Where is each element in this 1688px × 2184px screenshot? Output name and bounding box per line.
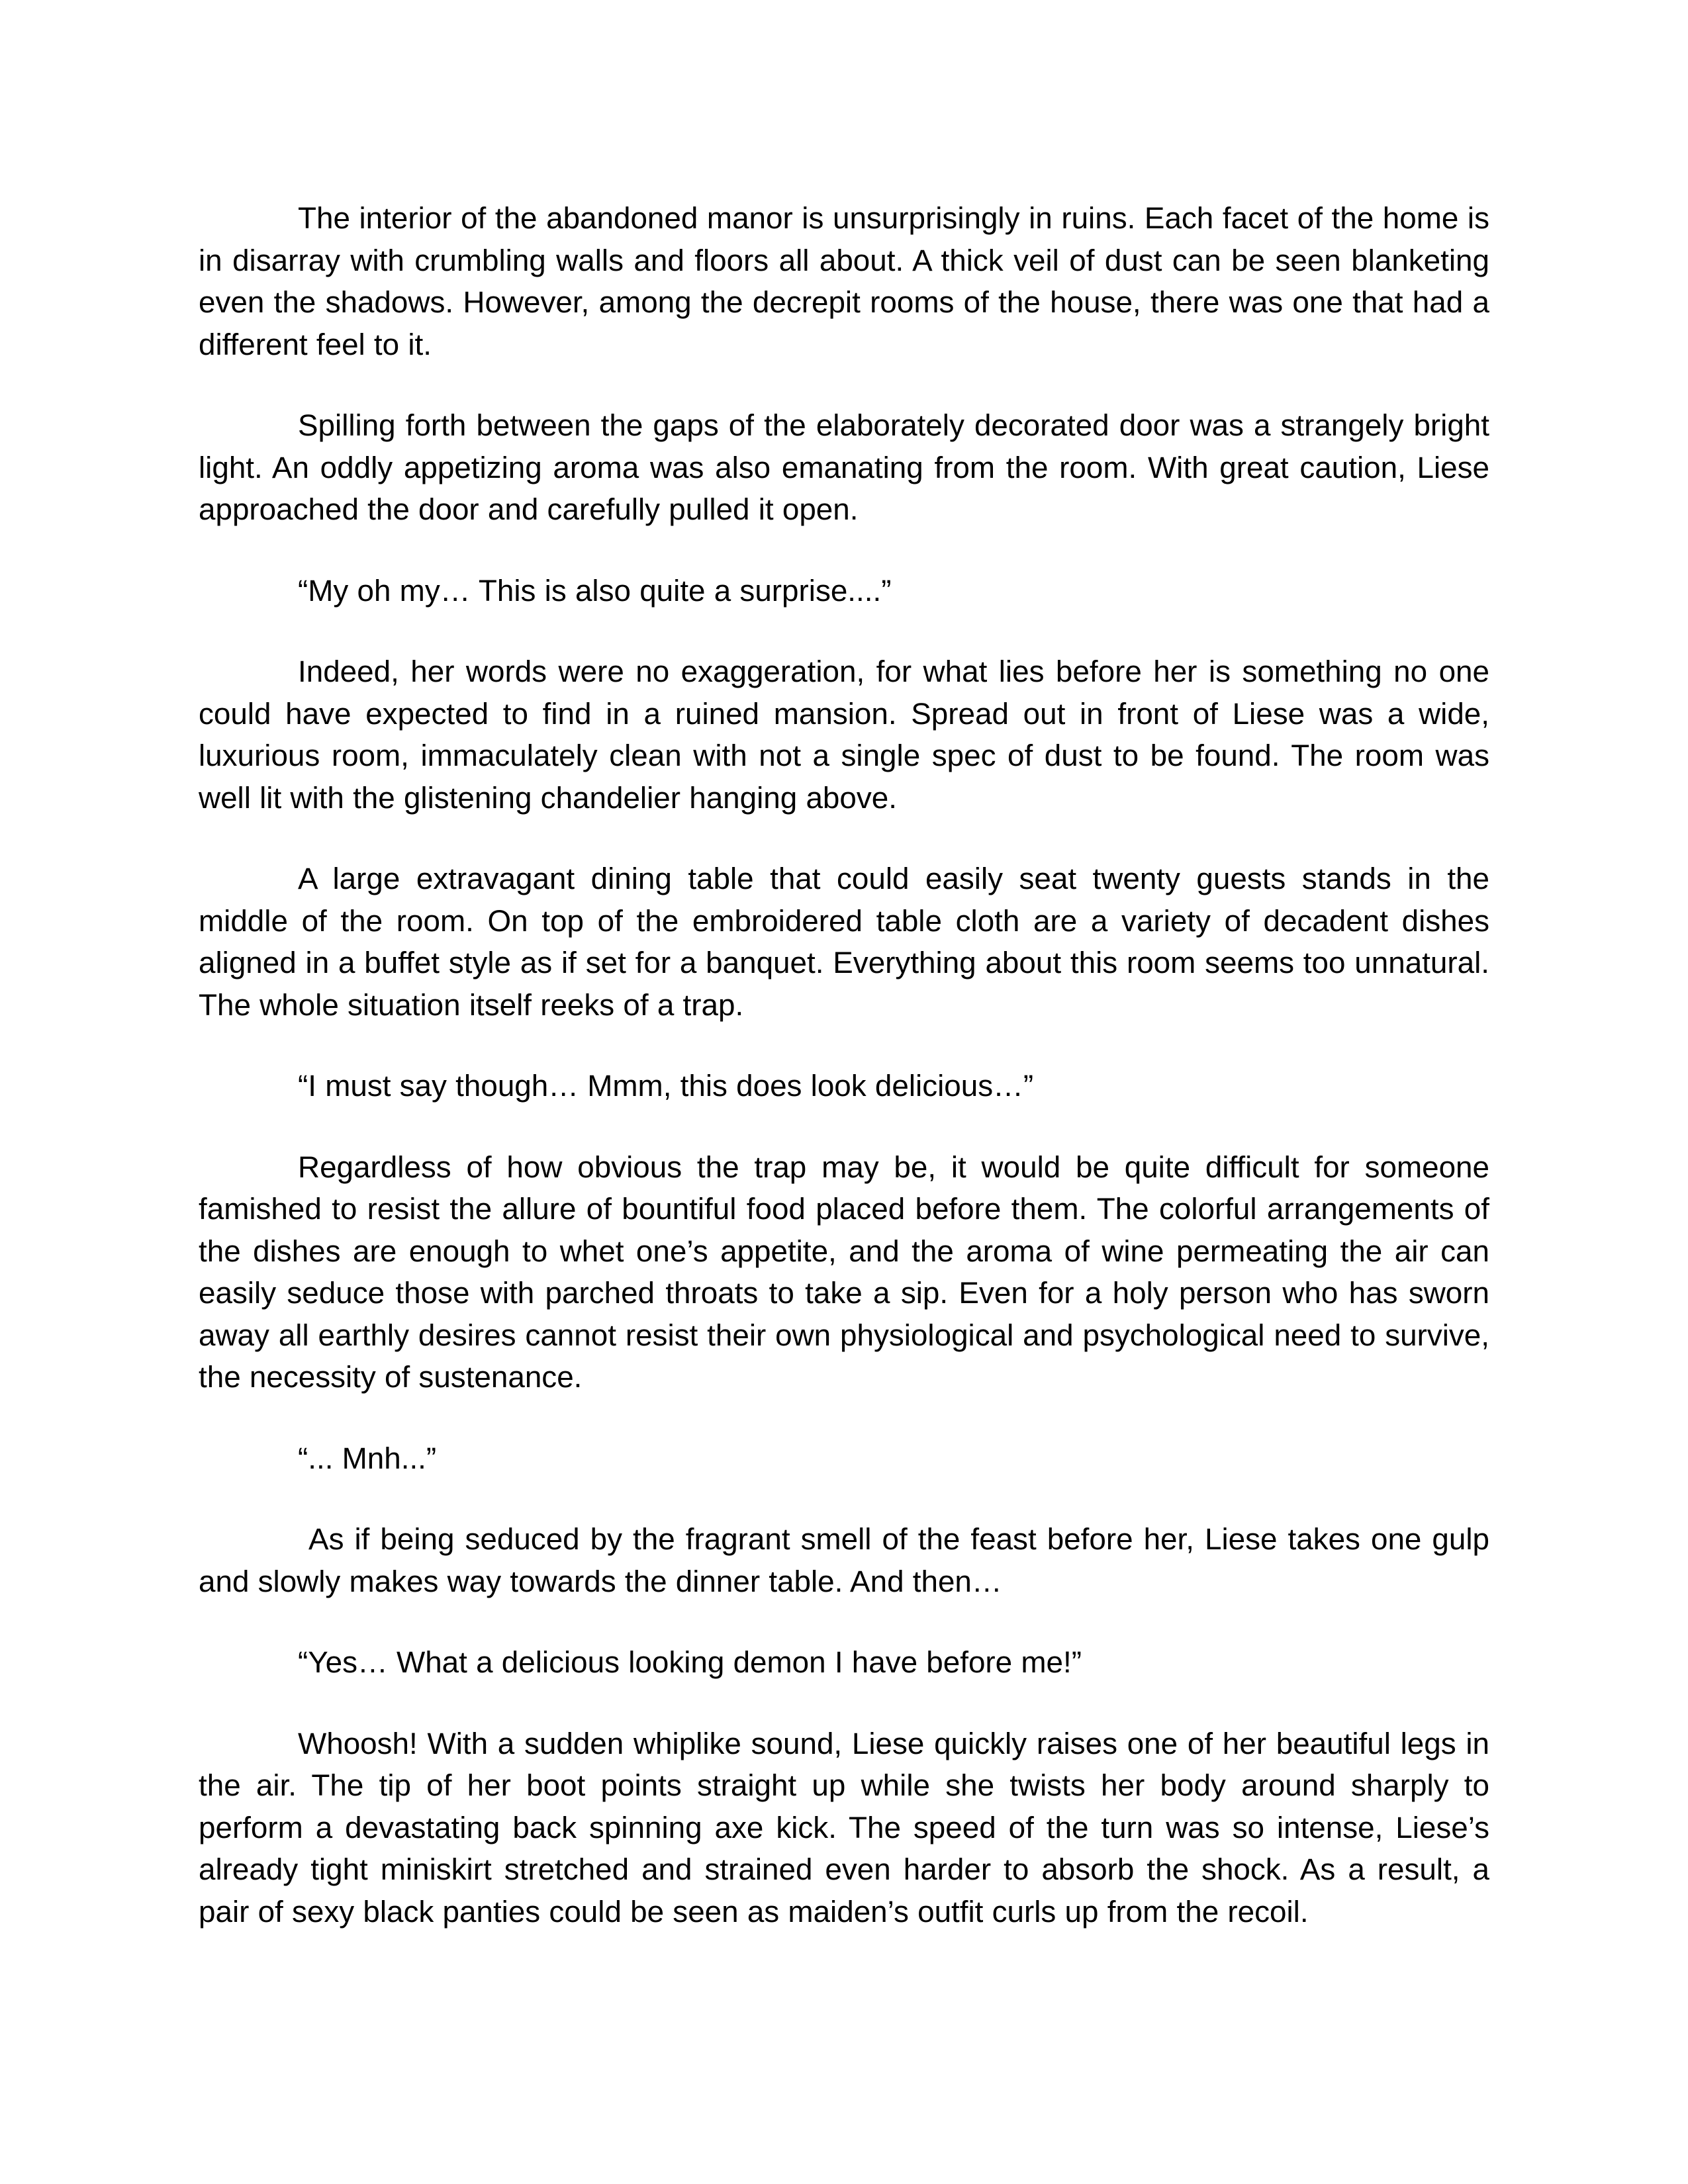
narration-paragraph-6: As if being seduced by the fragrant smell of the feast before her, Liese takes one gulp and slowly makes way towards the dinner table. And then… [199,1522,1499,1598]
dialogue-line-4: “Yes… What a delicious looking demon I have before me!” [298,1645,1082,1679]
narration-paragraph-7: Whoosh! With a sudden whiplike sound, Liese quickly raises one of her beautiful legs in the air. The tip of her boot points straight up while she twists her body around sharply to perform a devastating back spinning axe kick. The speed of the turn was so intense, Liese’s already tight miniskirt stretched and strained even harder to absorb the shock. As a result, a pair of sexy black panties could be seen as maiden’s outfit curls up from the recoil. [199,1726,1499,1929]
narration-paragraph-5: Regardless of how obvious the trap may be, it would be quite difficult for someone famished to resist the allure of bountiful food placed before them. The colorful arrangements of the dishes are enough to whet one’s appetite, and the aroma of wine permeating the air can easily seduce those with parched throats to take a sip. Even for a holy person who has sworn away all earthly desires cannot resist their own physiological and psychological need to survive, the necessity of sustenance. [199,1150,1499,1394]
dialogue-line-1: “My oh my… This is also quite a surprise....” [298,573,892,608]
dialogue-line-2: “I must say though… Mmm, this does look delicious…” [298,1069,1034,1103]
narration-paragraph-1: The interior of the abandoned manor is unsurprisingly in ruins. Each facet of the home is in disarray with crumbling walls and floors all about. A thick veil of dust can be seen blanketing even the shadows. However, among the decrepit rooms of the house, there was one that had a different feel to it. [199,201,1499,361]
dialogue-line-3: “... Mnh...” [298,1441,437,1475]
narration-paragraph-3: Indeed, her words were no exaggeration, for what lies before her is something no one could have expected to find in a ruined mansion. Spread out in front of Liese was a wide, luxurious room, immaculately clean with not a single spec of dust to be found. The room was well lit with the glistening chandelier hanging above. [199,655,1499,815]
narration-paragraph-4: A large extravagant dining table that could easily seat twenty guests stands in the middle of the room. On top of the embroidered table cloth are a variety of decadent dishes aligned in a buffet style as if set for a banquet. Everything about this room seems too unnatural. The whole situation itself reeks of a trap. [199,862,1499,1022]
narration-paragraph-2: Spilling forth between the gaps of the elaborately decorated door was a strangely bright light. An oddly appetizing aroma was also emanating from the room. With great caution, Liese approached the door and carefully pulled it open. [199,408,1499,526]
